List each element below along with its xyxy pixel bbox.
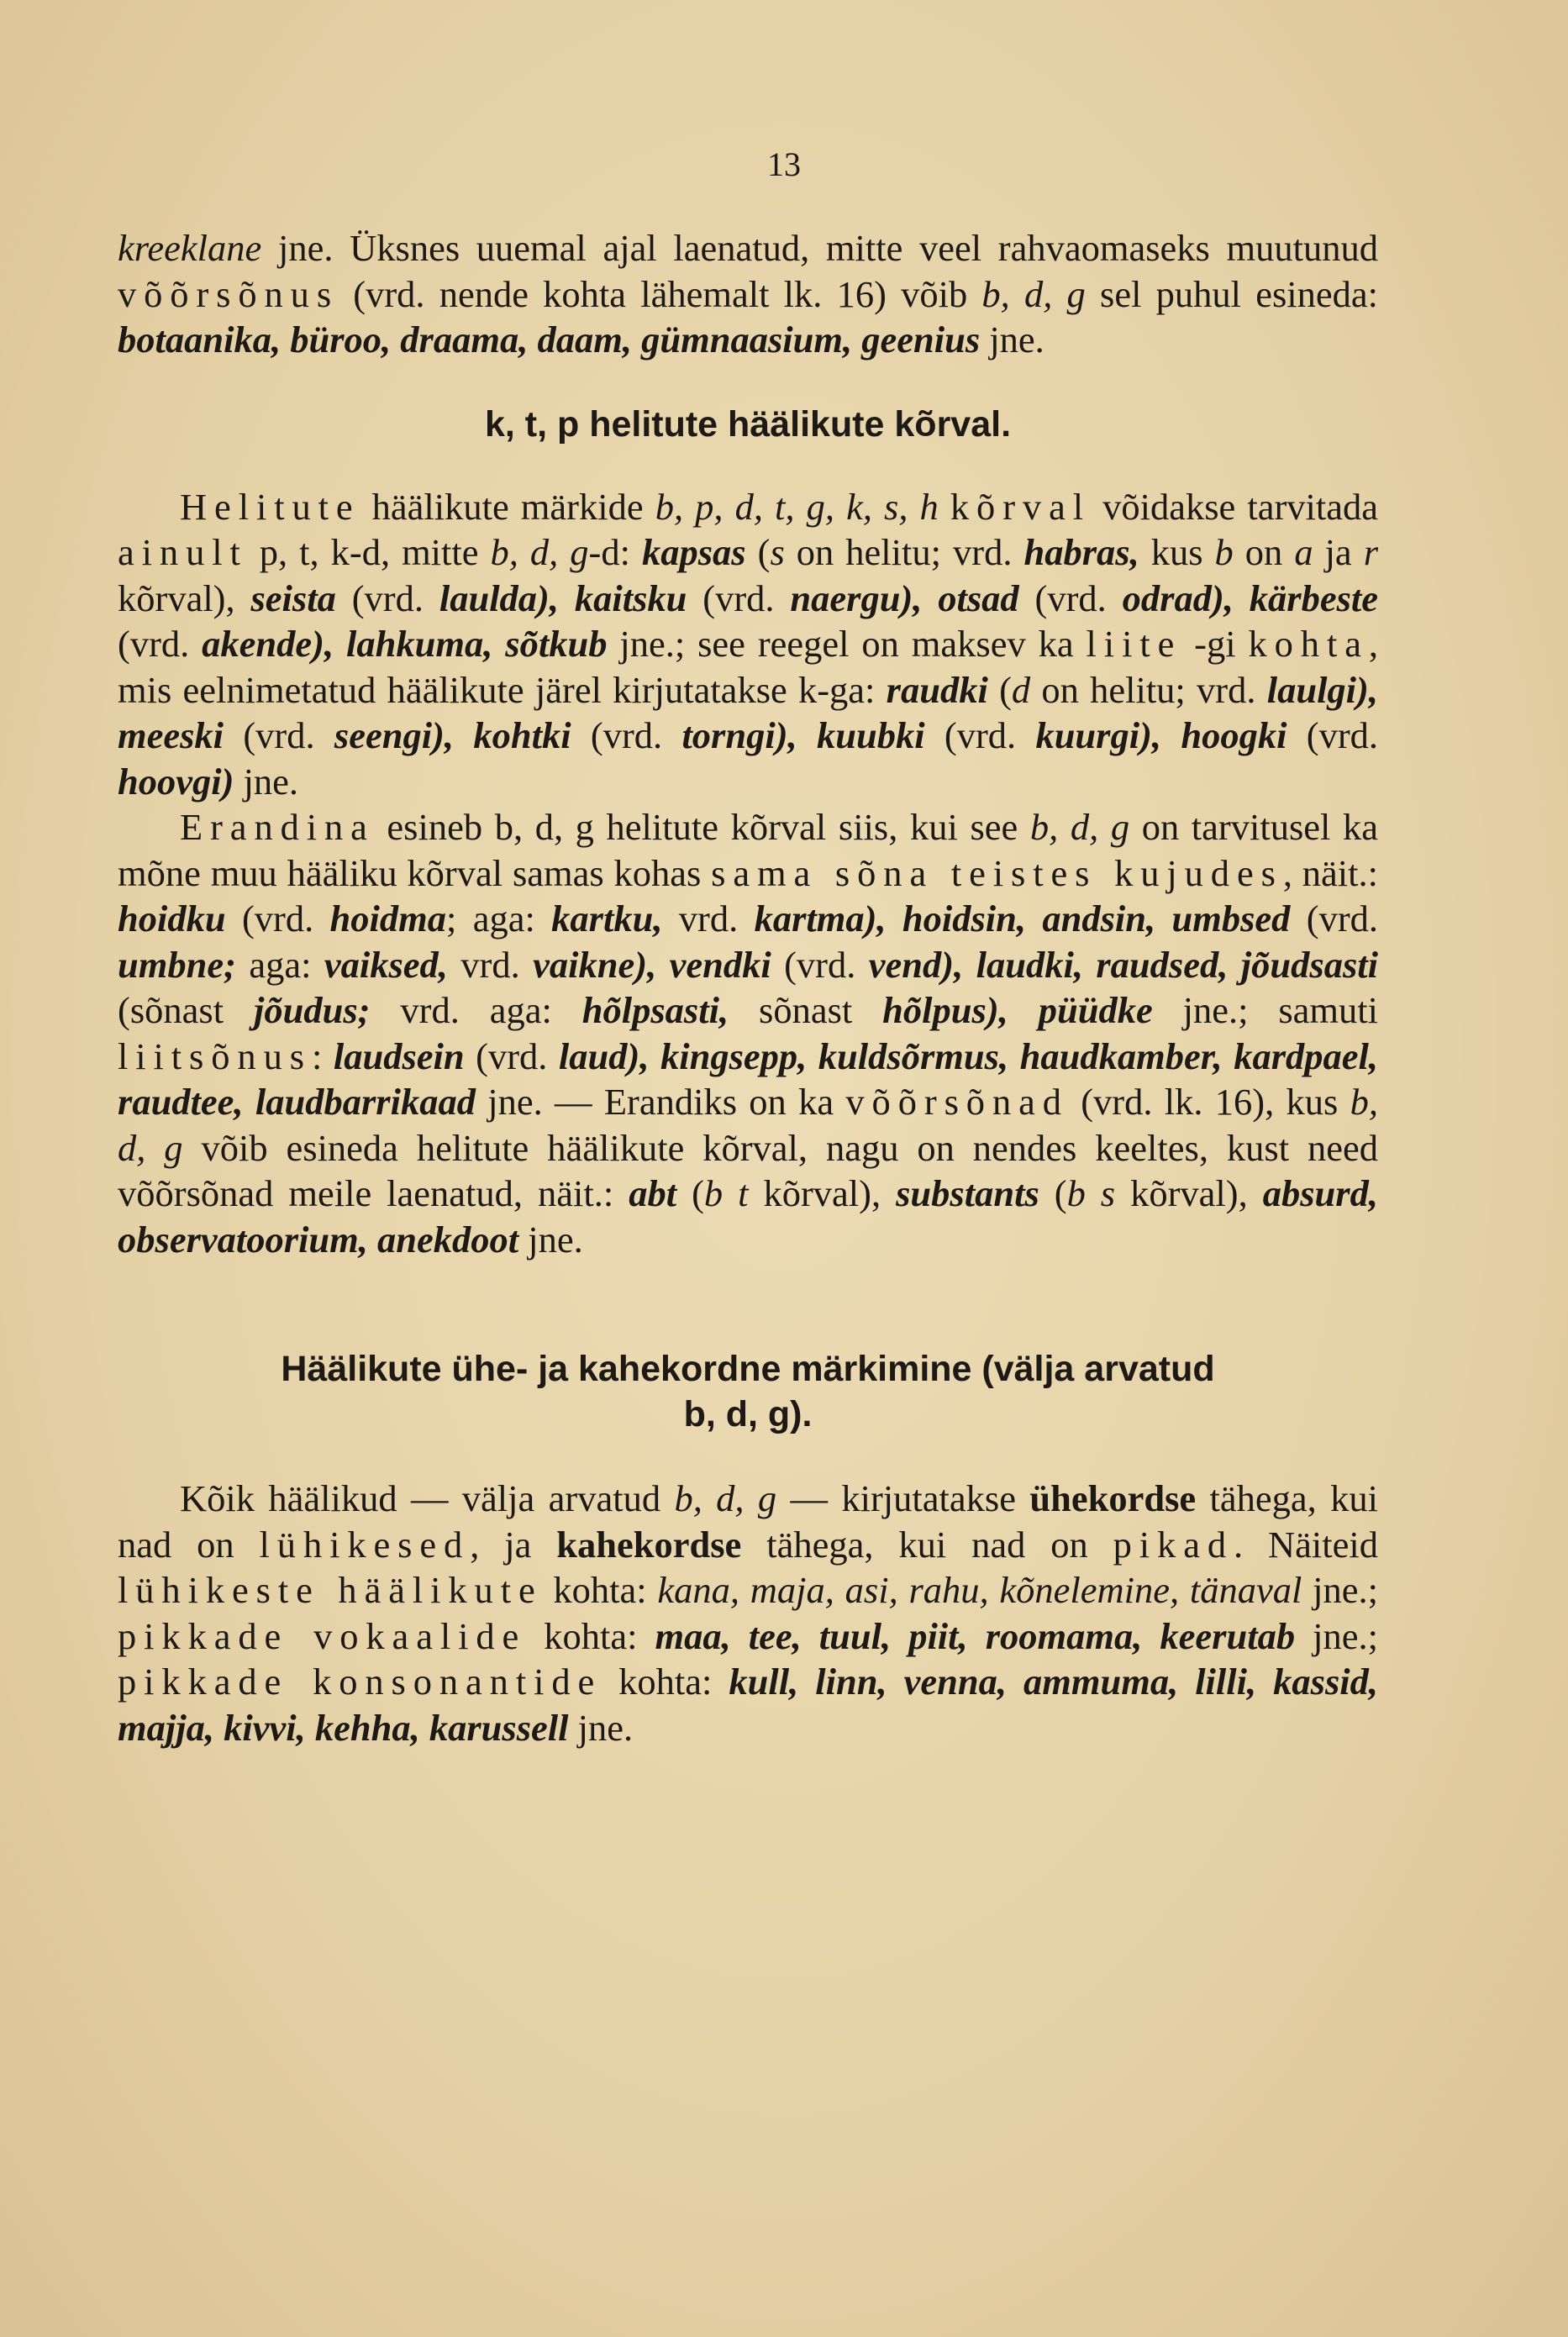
text-run: seista (250, 576, 336, 619)
text-run: jne.; (1302, 1569, 1379, 1611)
text-run: kartku, (551, 897, 663, 940)
text-run: kõrval), (1115, 1172, 1263, 1214)
text-run: võõrsõnad (845, 1081, 1069, 1123)
text-run: on helitu; vrd. (784, 531, 1024, 573)
text-run: b, d, g (981, 272, 1086, 315)
text-run: vend), laudki, raudsed, jõudsasti (868, 943, 1378, 986)
text-run: (vrd. (1290, 897, 1379, 940)
text-run: b s (1066, 1172, 1116, 1214)
text-run: p, t, k-d, mitte (247, 531, 491, 573)
page-number: 13 (767, 145, 801, 183)
text-run: tähega, kui nad on (741, 1523, 1113, 1566)
text-run: võib esineda helitute häälikute kõrval, nagu on nendes keeltes, kust need võõrsõnad meile laenatud, näit.: (118, 1126, 1378, 1214)
text-run: jne. (234, 760, 299, 803)
text-run: on (1233, 531, 1295, 573)
text-run: kapsas (641, 531, 746, 573)
section-heading-line: b, d, g). (683, 1394, 813, 1434)
text-run: (vrd. lk. 16), kus (1068, 1081, 1350, 1123)
text-run: d (1011, 668, 1031, 711)
text-run: liitsõnus (118, 1034, 312, 1077)
text-run: kohta: (526, 1614, 655, 1657)
text-run: (vrd. (771, 943, 869, 986)
text-run: võidakse tarvitada (1091, 485, 1379, 528)
text-run: sama sõna teistes kujudes (711, 851, 1283, 894)
text-run: jne. (980, 318, 1044, 361)
text-run: kahekordse (556, 1523, 742, 1566)
text-run: : (311, 1034, 334, 1077)
text-run: b, d, g (118, 1081, 1379, 1169)
text-run: ühekordse (1029, 1477, 1197, 1519)
text-run: abt (629, 1172, 677, 1214)
text-run: (vrd. (224, 714, 334, 756)
text-run: vrd. (447, 943, 534, 986)
text-run: kus (1139, 531, 1215, 573)
text-run: ainult (118, 531, 248, 573)
text-run: vaiksed, (324, 943, 448, 986)
text-run: hõlpsasti, (581, 989, 729, 1031)
text-run: -d: (588, 531, 642, 573)
text-run: (vrd. (464, 1034, 559, 1077)
text-run: ( (745, 531, 771, 573)
text-run: hoovgi) (118, 760, 234, 803)
text-run: habras, (1023, 531, 1139, 573)
text-run: sõnast (729, 989, 883, 1031)
text-run: ( (1039, 1172, 1067, 1214)
text-run: kana, maja, asi, rahu, kõnelemine, tänaval (657, 1569, 1302, 1611)
text-run: kreeklane (118, 227, 262, 269)
text-run: b, d, g (674, 1477, 777, 1519)
text-run: odrad), kärbeste (1122, 576, 1379, 619)
text-run: substants (896, 1172, 1039, 1214)
text-run: on tarvitusel ka mõne muu hääliku kõrval samas kohas (118, 806, 1379, 894)
text-run: b, d, g (1029, 806, 1130, 848)
text-run: torngi), kuubki (681, 714, 925, 756)
text-run: vrd. aga: (370, 989, 582, 1031)
text-run: , mis eelnimetatud häälikute järel kirjutatakse k-ga: (118, 623, 1378, 711)
text-run: pikad (1113, 1523, 1234, 1566)
text-run: pikkade konsonantide (118, 1661, 602, 1703)
text-run: ja (1313, 531, 1364, 573)
text-run: umbne; (118, 943, 236, 986)
text-run: kõrval), (118, 576, 251, 619)
text-run: laulda), kaitsku (439, 576, 687, 619)
section-heading-ktp: k, t, p helitute häälikute kõrval. (484, 403, 1012, 445)
text-run: võõrsõnus (118, 272, 339, 315)
text-run: (vrd. (1018, 576, 1123, 619)
text-run: absurd, observatoorium, anekdoot (118, 1172, 1378, 1261)
text-run: tähega, kui nad on (118, 1477, 1378, 1566)
text-run: kohta (1248, 623, 1369, 665)
text-run: hoidku (118, 897, 226, 940)
text-run: kuurgi), hoogki (1035, 714, 1287, 756)
text-run: kull, linn, venna, ammuma, lilli, kassid, majja, kivvi, kehha, karussell (118, 1661, 1379, 1749)
text-run: lühikesed (259, 1523, 471, 1566)
text-run: jne. — Erandiks on ka (475, 1081, 846, 1123)
text-run: akende), lahkuma, sõtkub (202, 623, 608, 665)
text-run: b, p, d, t, g, k, s, h (655, 485, 939, 528)
text-run: ( (676, 1172, 704, 1214)
text-run: pikkade vokaalide (118, 1614, 527, 1657)
page-body (118, 225, 1378, 1750)
text-run: esineb b, d, g helitute kõrval siis, kui see (374, 806, 1030, 848)
text-run: b t (703, 1172, 749, 1214)
paragraph-intro (118, 225, 1378, 363)
text-run: (vrd. (924, 714, 1036, 756)
text-run: kohta: (542, 1569, 658, 1611)
text-run: , ja (470, 1523, 557, 1566)
text-run: — kirjutatakse (776, 1477, 1030, 1519)
text-run: Helitute (180, 485, 360, 528)
text-run: b, d, g (490, 531, 589, 573)
text-run: (sõnast (118, 989, 254, 1031)
text-run: jne. (568, 1706, 634, 1749)
text-run: botaanika, büroo, draama, daam, gümnaasium, geenius (118, 318, 981, 361)
paragraph-voiceless (118, 484, 1378, 805)
section-heading-line: Häälikute ühe- ja kahekordne märkimine (välja arvatud (281, 1349, 1215, 1389)
text-run: Erandina (180, 806, 375, 848)
text-run: naergu), otsad (790, 576, 1019, 619)
text-run: kohta: (602, 1661, 729, 1703)
text-run: ; aga: (446, 897, 552, 940)
text-run: r (1363, 531, 1379, 573)
text-run: b (1214, 531, 1234, 573)
text-run: Kõik häälikud — välja arvatud (180, 1477, 675, 1519)
paragraph-single-double (118, 1476, 1378, 1750)
text-run: laudsein (333, 1034, 465, 1077)
text-run: (vrd. (225, 897, 330, 940)
text-run: -gi (1181, 623, 1249, 665)
text-run: lühikeste häälikute (118, 1569, 543, 1611)
text-run (939, 486, 950, 528)
text-run: seengi), kohtki (334, 714, 571, 756)
text-run: jne.; samuti (1152, 989, 1379, 1031)
text-run: jne.; see reegel on maksev ka (607, 623, 1087, 665)
text-run: (vrd. (687, 576, 791, 619)
text-run: häälikute märkide (360, 485, 655, 528)
text-run: laulgi), meeski (118, 668, 1378, 756)
text-run: (vrd. (118, 623, 203, 665)
text-run: kõrval (950, 485, 1091, 528)
text-run: jne. (518, 1218, 583, 1261)
text-run: on helitu; vrd. (1030, 668, 1267, 711)
paragraph-exceptions (118, 804, 1378, 1262)
text-run: jõudus; (253, 989, 371, 1031)
section-heading-marking (118, 1346, 1378, 1437)
text-run: , näit.: (1282, 851, 1378, 894)
text-run: (vrd. (571, 714, 682, 756)
text-run: maa, tee, tuul, piit, roomama, keerutab (655, 1614, 1296, 1657)
text-run: aga: (235, 943, 324, 986)
text-run: vrd. (662, 897, 755, 940)
text-run: kartma), hoidsin, andsin, umbsed (754, 897, 1291, 940)
text-run: jne.; (1295, 1614, 1378, 1657)
text-run: laud), kingsepp, kuldsõrmus, haudkamber, kardpael, raudtee, laudbarrikaad (118, 1034, 1378, 1123)
text-run: (vrd. (1286, 714, 1379, 756)
text-run: a (1294, 531, 1313, 573)
text-run: sel puhul esineda: (1085, 272, 1378, 315)
text-run: s (770, 531, 785, 573)
text-run: raudki (886, 668, 988, 711)
text-run: ( (987, 668, 1012, 711)
text-run: vaikne), vendki (533, 943, 771, 986)
text-run: hoidma (329, 897, 447, 940)
text-run: . Näiteid (1234, 1523, 1378, 1566)
text-run: (vrd. nende kohta lähemalt lk. 16) võib (339, 272, 982, 315)
text-run: (vrd. (335, 576, 439, 619)
text-run: hõlpus), püüdke (882, 989, 1153, 1031)
text-run: jne. Üksnes uuemal ajal laenatud, mitte veel rahvaomaseks muutunud (261, 227, 1378, 269)
text-run: kõrval), (748, 1172, 897, 1214)
text-run: liite (1086, 623, 1182, 665)
